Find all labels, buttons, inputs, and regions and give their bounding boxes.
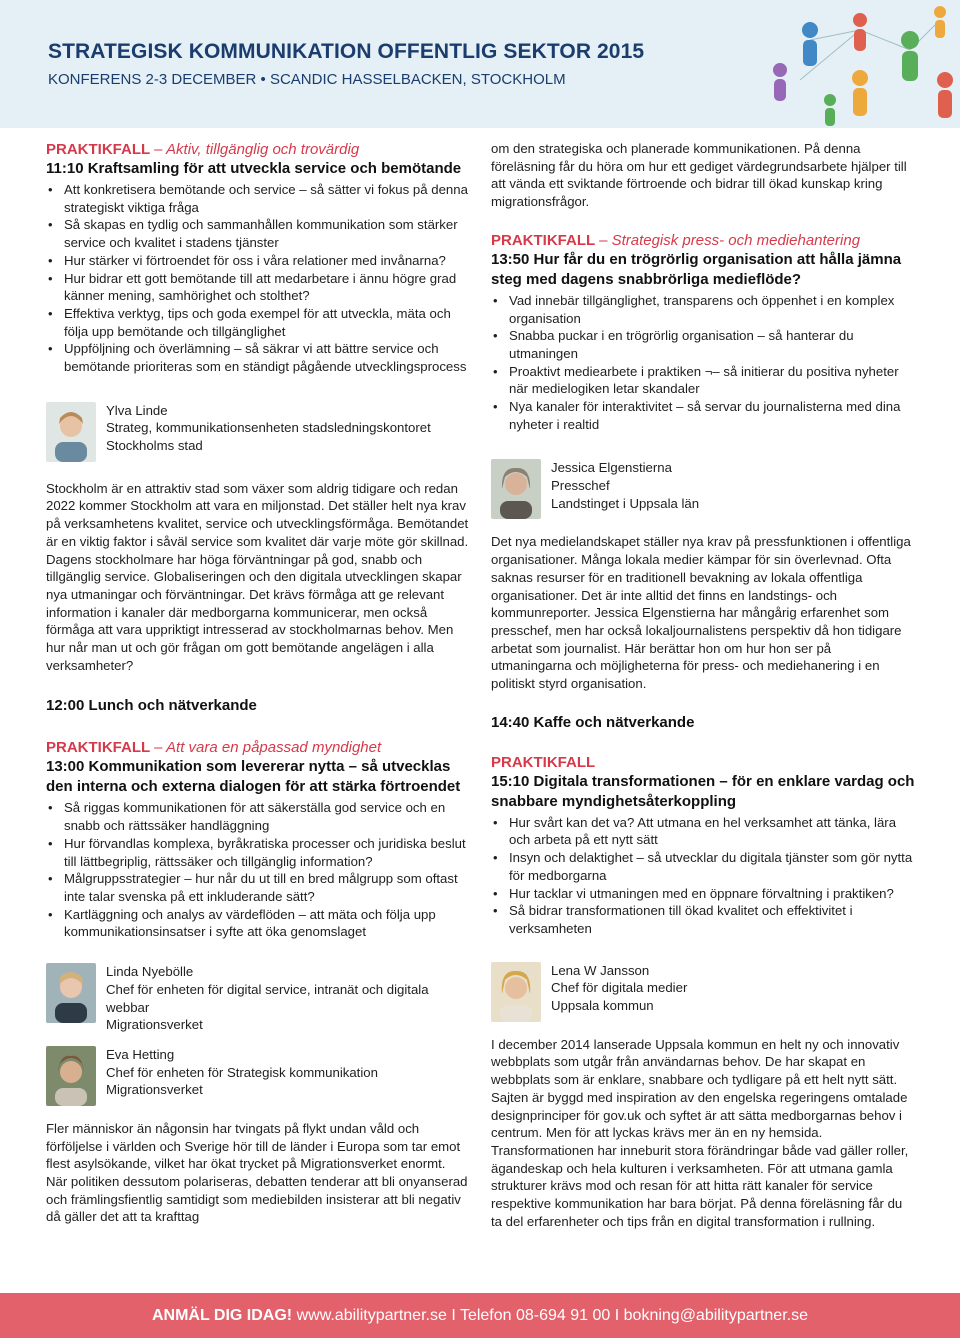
speaker-name: Jessica Elgenstierna [551, 460, 672, 476]
bullet-list [491, 292, 915, 434]
list-item: • Så bidrar transformationen till ökad kvalitet och effektivitet i verksamheten [491, 902, 915, 937]
speaker-role: Chef för enheten för Strategisk kommunikation [106, 1064, 378, 1080]
list-item: • Vad innebär tillgänglighet, transparens och öppenhet i en komplex organisation [491, 292, 915, 327]
speaker-card [46, 402, 470, 462]
session-description: Stockholm är en attraktiv stad som växer som aldrig tidigare och redan 2022 kommer Stockholm att vara en miljonstad. Det ställer helt nya krav på verksamhetens kvalitet, service och utvecklingsförmåga. Bemötandet är en viktig faktor i såväl service som kvalitet där varje möte gör skillnad. Dagens stockholmare har höga förväntningar på god, snabb och tillgänglig service. Globaliseringen och den digitala utvecklingen skapar nya utmaningar och förväntningar. Det krävs förmåga att ge relevant information i kanaler där medborgarna kommunicerar, men också förmåga att vara uppriktigt intresserad av stockholmarnas behov. Men hur når man ut och gör frågan om gott bemötande angelägen i alla verksamheter? [46, 480, 469, 673]
break-heading: 14:40 Kaffe och nätverkande [491, 713, 695, 731]
registration-footer [0, 1293, 960, 1338]
people-network-illustration [740, 0, 960, 128]
list-item: • Nya kanaler för interaktivitet – så servar du journalisterna med dina nyheter i realtid [491, 398, 915, 433]
speaker-role: Strateg, kommunikationsenheten stadsledningskontoret [106, 420, 431, 436]
speaker-name: Eva Hetting [106, 1046, 175, 1062]
list-item: • Proaktivt mediearbete i praktiken ¬– så initierar du positiva nyheter när medielogiken letar skandaler [491, 363, 915, 398]
speaker-photo [46, 963, 96, 1023]
right-column [491, 140, 915, 1230]
section-tag: PRAKTIKFALL – Att vara en påpassad myndighet [46, 739, 382, 757]
speaker-card [46, 1046, 470, 1106]
speaker-photo [491, 459, 541, 519]
page-title: STRATEGISK KOMMUNIKATION OFFENTLIG SEKTOR 2015 [48, 40, 645, 63]
speaker-name: Lena W Jansson [551, 962, 650, 978]
section-tag: PRAKTIKFALL – Strategisk press- och mediehantering [491, 231, 861, 249]
list-item: • Målgruppsstrategier – hur når du ut till en bred målgrupp som oftast inte talar svenska på ett inkluderande sätt? [46, 870, 470, 905]
bullet-list [46, 181, 470, 376]
list-item: • Hur stärker vi förtroendet för oss i våra relationer med invånarna? [46, 252, 470, 270]
list-item: • Uppföljning och överlämning – så säkrar vi att bättre service och bemötande prioriteras som en ständigt pågående utvecklingsprocess [46, 340, 470, 375]
list-item: • Hur tacklar vi utmaningen med en öppnare förvaltning i praktiken? [491, 885, 915, 903]
session-heading: 15:10 Digitala transformationen – för en enklare vardag och snabbare myndighetsåterkoppling [491, 772, 915, 810]
speaker-photo [491, 962, 541, 1022]
speaker-photo [46, 402, 96, 462]
list-item: • Insyn och delaktighet – så utvecklar du digitala tjänster som gör nytta för medborgarna [491, 849, 915, 884]
phone-text: Telefon 08-694 91 00 [459, 1307, 611, 1324]
session-description: Det nya medielandskapet ställer nya krav på pressfunktionen i offentliga organisationer. Många lokala medier kämpar för sin överlevnad. Ofta saknas resurser för en traditionell bevakning av lokala offentliga organisationer. Det är inte alltid det finns en landstings- och kommunreporter. Jessica Elgenstierna har mångårig erfarenhet som presschef, men har också lokaljournalistens perspektiv då hon tidigare arbetat som journalist. Här berättar hon om hur hon ser på utmaningarna och möjligheterna för press- och mediehanering i en politiskt styrd organisation. [491, 534, 911, 692]
session-heading: 11:10 Kraftsamling för att utveckla service och bemötande [46, 160, 462, 177]
list-item: • Så skapas en tydlig och sammanhållen kommunikation som stärker service och kvalitet i stadens tjänster [46, 216, 470, 251]
list-item: • Snabba puckar i en trögrörlig organisation – så hanterar du utmaningen [491, 327, 915, 362]
register-cta[interactable]: ANMÄL DIG IDAG! [151, 1307, 293, 1324]
speaker-role: Presschef [551, 478, 610, 494]
list-item: • Kartläggning och analys av värdeflöden – att mäta och följa upp kommunikationsinsatser i syfte att öka genomslaget [46, 906, 470, 941]
list-item: • Hur förvandlas komplexa, byråkratiska processer och juridiska beslut till lättbegriplig, rättssäker och tillgänglig information? [46, 835, 470, 870]
speaker-name: Linda Nyebölle [106, 964, 194, 980]
speaker-org: Uppsala kommun [551, 998, 654, 1014]
speaker-org: Migrationsverket [106, 1082, 203, 1098]
break-heading: 12:00 Lunch och nätverkande [46, 697, 257, 715]
speaker-role: Chef för digitala medier [551, 980, 688, 996]
session-heading: 13:50 Hur får du en trögrörlig organisation att hålla jämna steg med dagens snabbrörliga medieflöde? [491, 250, 902, 288]
separator: I [614, 1307, 620, 1324]
speaker-photo [46, 1046, 96, 1106]
list-item: • Så riggas kommunikationen för att säkerställa god service och en snabb och rättssäker handläggning [46, 799, 470, 834]
speaker-card [491, 962, 915, 1022]
page-subtitle: KONFERENS 2-3 DECEMBER • SCANDIC HASSELBACKEN, STOCKHOLM [48, 71, 566, 88]
bullet-list [46, 799, 470, 941]
continued-text: om den strategiska och planerade kommunikationen. På denna föreläsning får du höra om hur ett gediget värdegrundsarbete hjälper till att vända ett sviktande förtroende och bidrar till ökad kunskap kring migrationsfrågor. [491, 141, 907, 210]
separator: I [451, 1307, 456, 1324]
section-tag: PRAKTIKFALL – Aktiv, tillgänglig och trovärdig [46, 141, 360, 158]
section-tag: PRAKTIKFALL [491, 753, 596, 771]
left-column [46, 140, 470, 1226]
session-description: Fler människor än någonsin har tvingats på flykt undan våld och förföljelse i världen och Sverige hör till de länder i Europa som tar emot flest asylsökande, vilket har ökat trycket på Migrationsverket enormt. När politiken dessutom polariseras, debatten tenderar att bli onyanserad och främlingsfientlig samtidigt som mediebilden insisterar att bli negativ då gäller det att ta krafttag [46, 1120, 468, 1225]
speaker-card [491, 459, 915, 519]
list-item: • Effektiva verktyg, tips och goda exempel för att utveckla, mäta och följa upp bemötande och tillgänglighet [46, 305, 470, 340]
list-item: • Att konkretisera bemötande och service – så sätter vi fokus på denna strategiskt viktiga fråga [46, 181, 470, 216]
speaker-name: Ylva Linde [106, 402, 168, 418]
page-header [0, 0, 960, 128]
website-link[interactable]: www.abilitypartner.se [296, 1307, 447, 1324]
speaker-org: Stockholms stad [106, 438, 203, 454]
list-item: • Hur bidrar ett gott bemötande till att medarbetare i ännu högre grad känner mening, samhörighet och stolthet? [46, 270, 470, 305]
speaker-role: Chef för enheten för digital service, intranät och digitala webbar [106, 981, 429, 1015]
session-heading: 13:00 Kommunikation som levererar nytta – så utvecklas den interna och externa dialogen för att stärka förtroendet [46, 758, 461, 796]
session-description: I december 2014 lanserade Uppsala kommun en helt ny och innovativ webbplats som utgår från användarnas behov. De har skapat en webbplats som är enklare, snabbare och tydligare på ett helt nytt sätt. Sajten är byggd med inspiration av den engelska regeringens omtalade designprinciper för gov.uk och syftet är att sätta medborgarnas behov i centrum. Men för att lyckas krävs mer än en ny hemsida. Transformationen har inneburit stora förändringar både vad gäller roller, ägandeskap och hela kulturen i verksamheten. För att utmana gamla strukturer krävs mod och resan för att hitta rätt kanaler för service respektive kommunikation har bara börjat. På denna föreläsning får du ta del erfarenheter och tips från en digital transformation i rullning. [491, 1036, 909, 1229]
list-item: • Hur svårt kan det va? Att utmana en hel verksamhet att tänka, lära och arbeta på ett nytt sätt [491, 814, 915, 849]
email-link[interactable]: bokning@abilitypartner.se [623, 1307, 808, 1324]
speaker-card [46, 963, 470, 1034]
speaker-org: Migrationsverket [106, 1017, 203, 1033]
bullet-list [491, 814, 915, 938]
speaker-org: Landstinget i Uppsala län [551, 495, 700, 511]
